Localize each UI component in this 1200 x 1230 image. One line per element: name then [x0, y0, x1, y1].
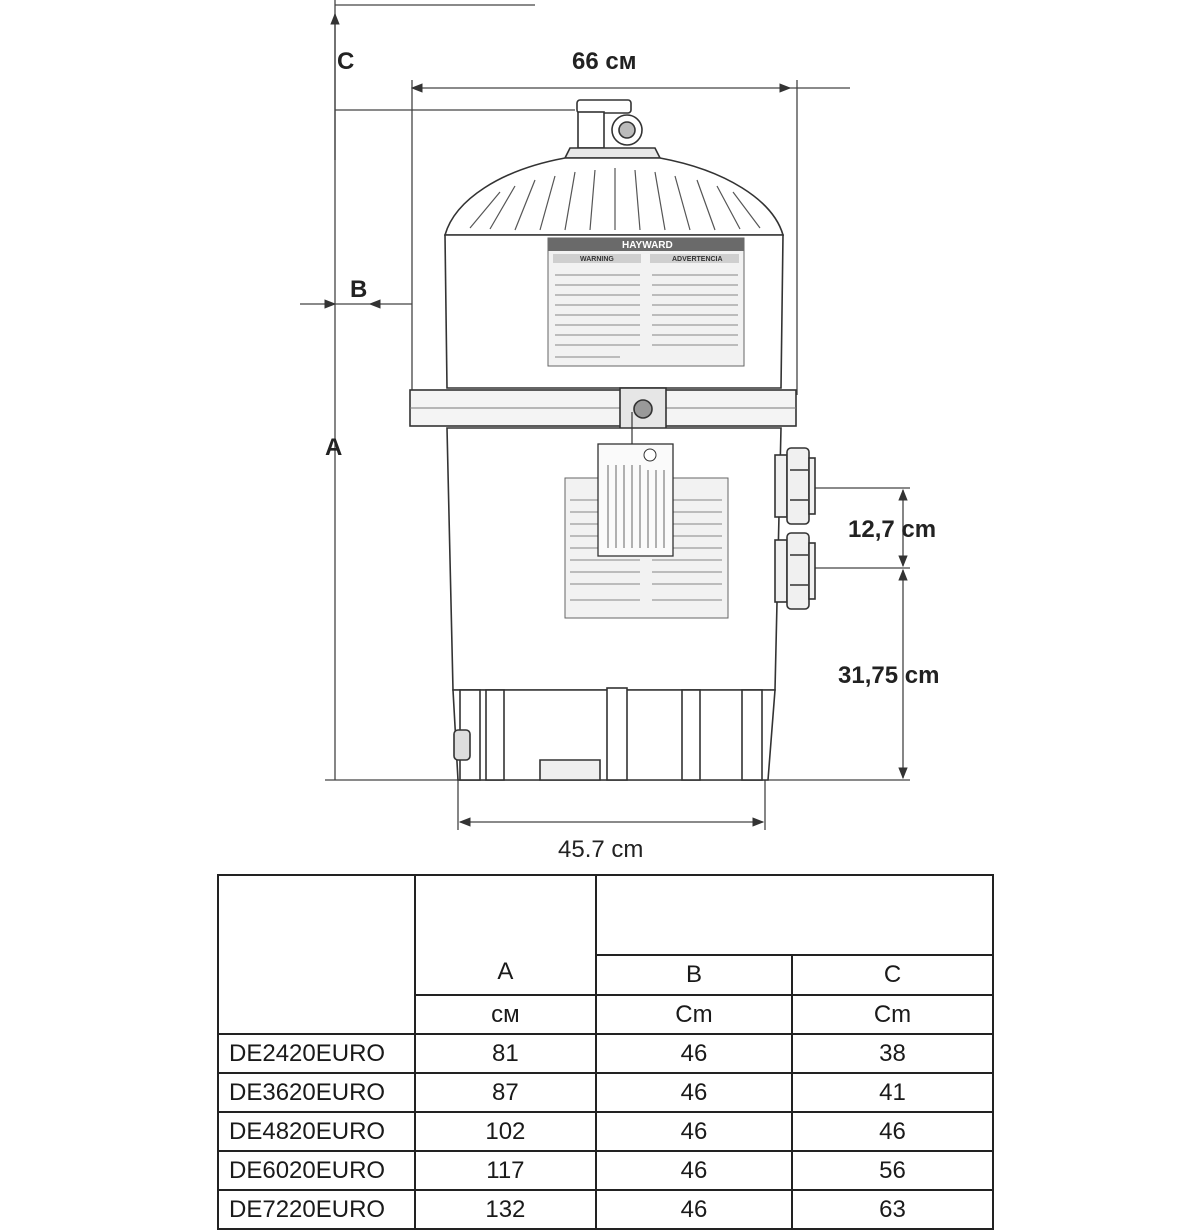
- warning-en: WARNING: [580, 256, 614, 263]
- model-cell: DE3620EURO: [218, 1073, 415, 1112]
- dimensions-table: [217, 874, 994, 1230]
- value-b: 46: [596, 1034, 792, 1073]
- value-c: 41: [792, 1073, 993, 1112]
- model-cell: DE4820EURO: [218, 1112, 415, 1151]
- label-c: C: [337, 48, 355, 75]
- table-units-row: [218, 995, 993, 1034]
- value-b: 46: [596, 1190, 792, 1229]
- label-b: B: [350, 276, 368, 303]
- header-a-label: A: [497, 958, 514, 985]
- value-b: 46: [596, 1073, 792, 1112]
- value-a: 132: [415, 1190, 596, 1229]
- table-row: [218, 1190, 993, 1229]
- table-row: [218, 1112, 993, 1151]
- air-relief-valve: [565, 100, 660, 158]
- value-b: 46: [596, 1151, 792, 1190]
- value-b: 46: [596, 1112, 792, 1151]
- value-a: 102: [415, 1112, 596, 1151]
- table-corner-cell: [218, 875, 415, 995]
- warning-label-top: [548, 238, 744, 366]
- value-c: 63: [792, 1190, 993, 1229]
- table-row: [218, 1073, 993, 1112]
- header-c: C: [792, 955, 993, 995]
- label-a: A: [325, 434, 343, 461]
- value-a: 87: [415, 1073, 596, 1112]
- header-b: B: [596, 955, 792, 995]
- port-height-label: 31,75 cm: [838, 662, 940, 689]
- unit-b: Cm: [596, 995, 792, 1034]
- base-width-label: 45.7 cm: [558, 836, 644, 863]
- table-row: [218, 1151, 993, 1190]
- value-c: 38: [792, 1034, 993, 1073]
- tank-base: [453, 688, 775, 780]
- value-c: 56: [792, 1151, 993, 1190]
- model-cell: DE7220EURO: [218, 1190, 415, 1229]
- port-spacing-label: 12,7 cm: [848, 516, 937, 543]
- unit-c: Cm: [792, 995, 993, 1034]
- header-a: [415, 875, 596, 995]
- warning-es: ADVERTENCIA: [672, 256, 723, 263]
- header-bc-group: [596, 875, 993, 955]
- outlet-ports: [775, 448, 815, 609]
- model-cell: DE2420EURO: [218, 1034, 415, 1073]
- value-c: 46: [792, 1112, 993, 1151]
- value-a: 81: [415, 1034, 596, 1073]
- filter-tank: [410, 100, 815, 780]
- unit-a: см: [415, 995, 596, 1034]
- table-header-row: [218, 875, 993, 955]
- table-row: [218, 1034, 993, 1073]
- brand-logo: HAYWARD: [622, 240, 673, 251]
- value-a: 117: [415, 1151, 596, 1190]
- units-corner-cell: [218, 995, 415, 1034]
- top-width-label: 66 см: [572, 48, 637, 75]
- model-cell: DE6020EURO: [218, 1151, 415, 1190]
